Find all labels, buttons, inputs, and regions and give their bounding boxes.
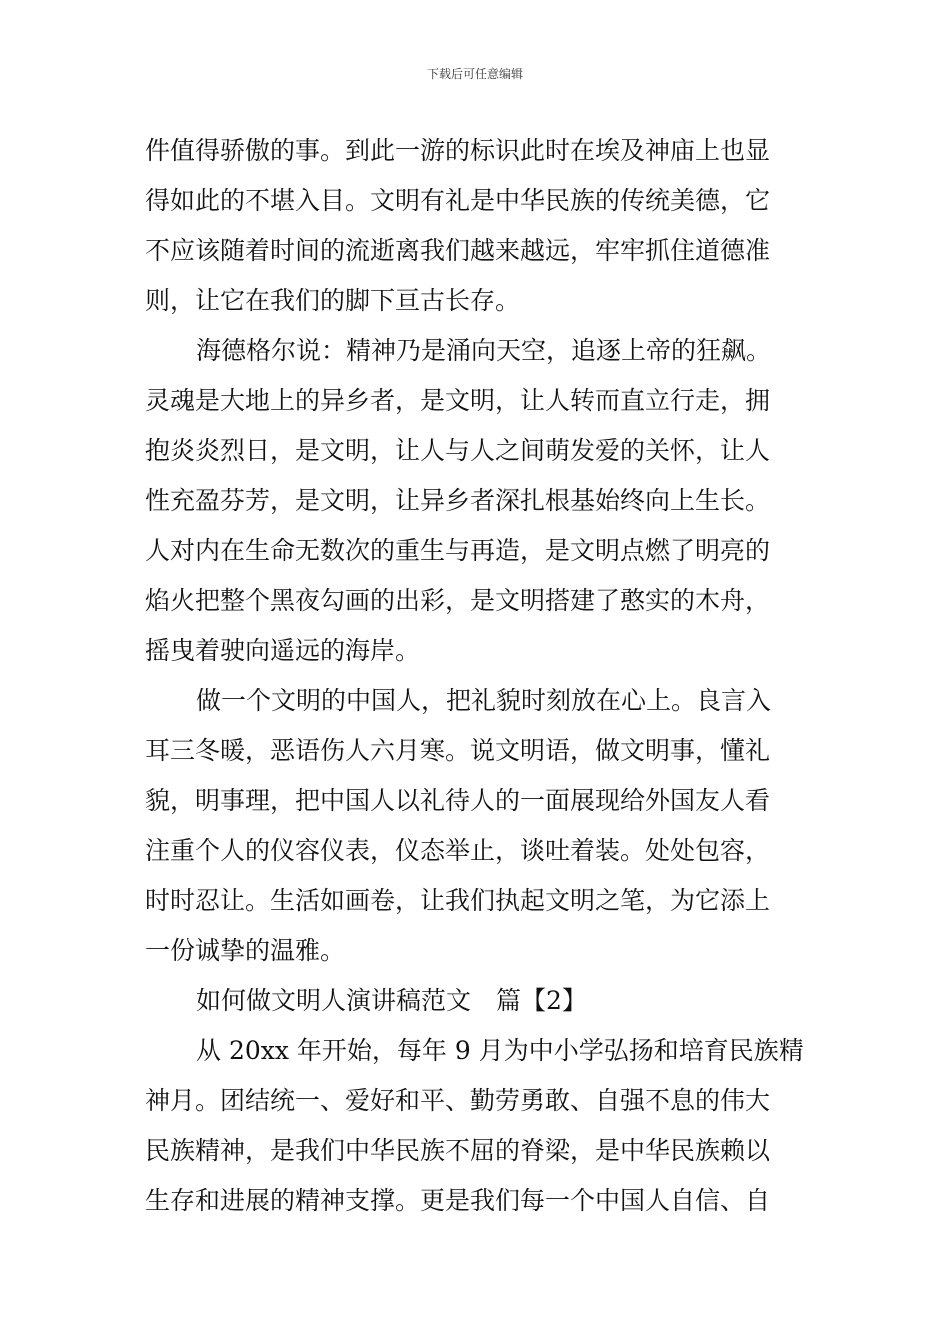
document-body [145,126,809,1226]
text-line: 时时忍让。生活如画卷，让我们执起文明之笔，为它添上 [145,886,771,915]
text-line: 注重个人的仪容仪表，仪态举止，谈吐着装。处处包容， [145,836,771,865]
text-line: 民族精神，是我们中华民族不屈的脊梁，是中华民族赖以 [145,1136,771,1165]
text-line: 得如此的不堪入目。文明有礼是中华民族的传统美德，它 [145,186,771,215]
paragraph-start-line: 海德格尔说：精神乃是涌向天空，追逐上帝的狂飙。 [196,336,772,365]
text-line: 抱炎炎烈日，是文明，让人与人之间萌发爱的关怀，让人 [145,436,771,465]
text-line: 生存和进展的精神支撑。更是我们每一个中国人自信、自 [145,1186,771,1215]
text-line: 一份诚挚的温雅。 [145,936,346,965]
text-line: 则，让它在我们的脚下亘古长存。 [145,286,521,315]
text-line: 不应该随着时间的流逝离我们越来越远，牢牢抓住道德准 [145,236,771,265]
paragraph-start-line: 做一个文明的中国人，把礼貌时刻放在心上。良言入 [196,686,772,715]
text-line: 灵魂是大地上的异乡者，是文明，让人转而直立行走，拥 [145,386,771,415]
paragraph-start-line: 从 20xx 年开始，每年 9 月为中小学弘扬和培育民族精 [196,1036,804,1065]
text-line: 神月。团结统一、爱好和平、勤劳勇敢、自强不息的伟大 [145,1086,771,1115]
text-line: 摇曳着驶向遥远的海岸。 [145,636,421,665]
text-line: 性充盈芬芳，是文明，让异乡者深扎根基始终向上生长。 [145,486,771,515]
text-line: 件值得骄傲的事。到此一游的标识此时在埃及神庙上也显 [145,136,771,165]
section-heading: 如何做文明人演讲稿范文 篇【2】 [196,986,587,1015]
page-header: 下载后可任意编辑 [426,67,523,81]
text-line: 人对内在生命无数次的重生与再造，是文明点燃了明亮的 [145,536,771,565]
text-line: 貌，明事理，把中国人以礼待人的一面展现给外国友人看 [145,786,771,815]
text-line: 焰火把整个黑夜勾画的出彩，是文明搭建了憨实的木舟， [145,586,771,615]
text-line: 耳三冬暖，恶语伤人六月寒。说文明语，做文明事，懂礼 [145,736,771,765]
